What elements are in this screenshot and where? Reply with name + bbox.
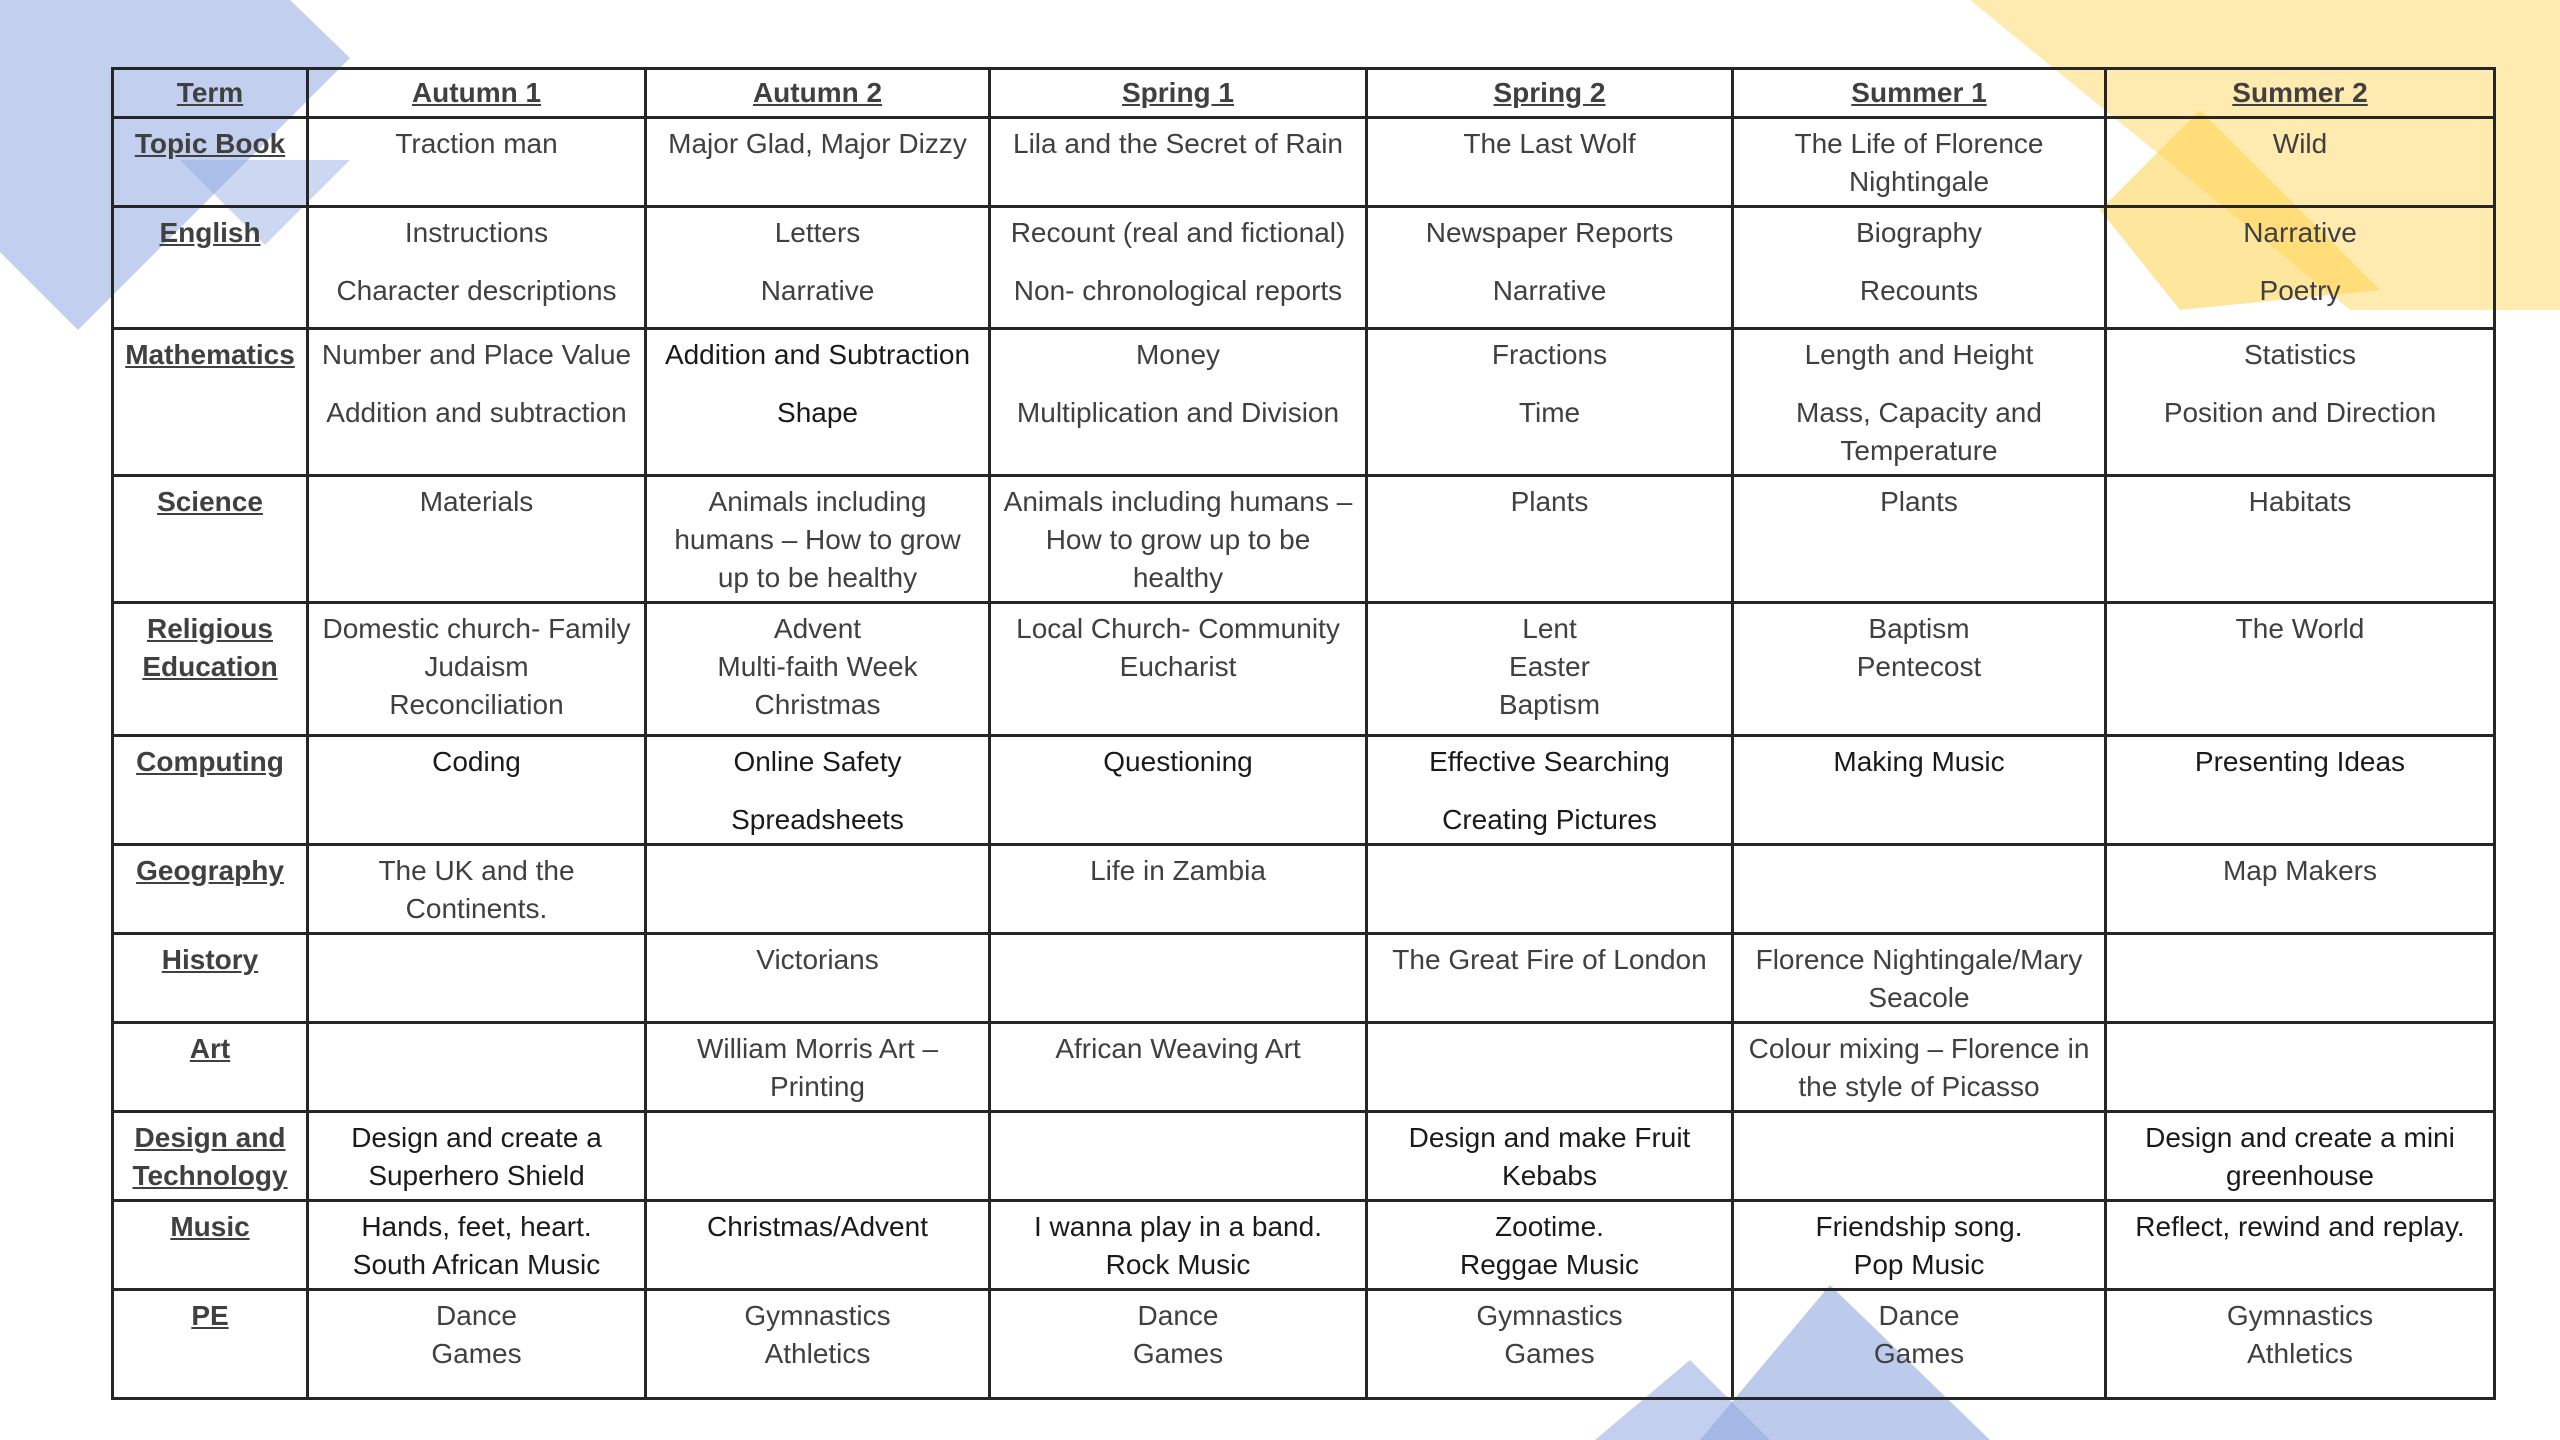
table-cell — [1367, 934, 1733, 1023]
cell-text: Creating Pictures — [1442, 804, 1657, 835]
cell-text: Mass, Capacity and — [1796, 397, 2042, 428]
cell-text: Advent — [773, 613, 862, 644]
table-cell — [1733, 845, 2106, 934]
cell-text: Materials — [419, 486, 534, 517]
cell-text: greenhouse — [2226, 1160, 2374, 1191]
table-cell — [646, 1112, 990, 1201]
cell-spacer — [1740, 374, 2098, 394]
cell-text: Plants — [1510, 486, 1589, 517]
cell-text: Length and Height — [1804, 339, 2034, 370]
cell-text: Character descriptions — [336, 275, 617, 306]
cell-text: Fractions — [1491, 339, 1608, 370]
cell-spacer — [653, 781, 982, 801]
cell-text: healthy — [1132, 562, 1224, 593]
table-cell — [1733, 603, 2106, 736]
cell-text: Life in Zambia — [1090, 855, 1266, 886]
table-row — [113, 329, 2495, 476]
cell-text: Easter — [1509, 651, 1590, 682]
row-subject — [113, 1023, 308, 1112]
table-cell — [990, 845, 1367, 934]
table-row — [113, 118, 2495, 207]
cell-text: Dance — [436, 1300, 517, 1331]
table-cell — [2106, 476, 2495, 603]
table-cell — [1733, 934, 2106, 1023]
cell-spacer — [997, 374, 1359, 394]
table-cell — [1733, 476, 2106, 603]
cell-text: Newspaper Reports — [1425, 217, 1674, 248]
table-cell — [1733, 736, 2106, 845]
table-row — [113, 207, 2495, 329]
table-cell — [2106, 207, 2495, 329]
table-cell — [1733, 118, 2106, 207]
cell-text: Addition and Subtraction — [664, 339, 971, 370]
table-cell — [990, 603, 1367, 736]
cell-text: up to be healthy — [717, 562, 918, 593]
table-row — [113, 845, 2495, 934]
table-cell — [308, 1201, 646, 1290]
subject-label: English — [159, 217, 261, 248]
cell-text: The Great Fire of London — [1392, 944, 1707, 975]
row-subject — [113, 207, 308, 329]
cell-spacer — [1374, 374, 1725, 394]
cell-text: Position and Direction — [2163, 397, 2437, 428]
table-cell — [646, 329, 990, 476]
table-row — [113, 476, 2495, 603]
table-cell — [1367, 845, 1733, 934]
table-cell — [2106, 1112, 2495, 1201]
cell-text: Design and make Fruit — [1408, 1122, 1691, 1153]
table-cell — [2106, 1201, 2495, 1290]
cell-text: Letters — [774, 217, 861, 248]
table-cell — [308, 1023, 646, 1112]
cell-text: Games — [1132, 1338, 1224, 1369]
table-cell — [646, 845, 990, 934]
header-row — [113, 69, 2495, 118]
table-cell — [1733, 1112, 2106, 1201]
cell-text: Judaism — [424, 651, 529, 682]
table-cell — [990, 1023, 1367, 1112]
cell-text: The Life of Florence — [1794, 128, 2044, 159]
row-subject — [113, 329, 308, 476]
table-cell — [990, 118, 1367, 207]
table-cell — [308, 736, 646, 845]
cell-text: Dance — [1878, 1300, 1960, 1331]
cell-text: Victorians — [756, 944, 879, 975]
cell-text: Friendship song. — [1815, 1211, 2023, 1242]
table-cell — [2106, 329, 2495, 476]
cell-text: Nightingale — [1848, 166, 1990, 197]
header-spring-2: Spring 2 — [1367, 69, 1733, 118]
cell-text: William Morris Art – — [696, 1033, 939, 1064]
row-subject — [113, 1201, 308, 1290]
table-cell — [1367, 329, 1733, 476]
cell-spacer — [2113, 252, 2487, 272]
cell-spacer — [997, 252, 1359, 272]
table-cell — [308, 329, 646, 476]
table-cell — [990, 329, 1367, 476]
subject-label: Art — [189, 1033, 231, 1064]
cell-text: Games — [1873, 1338, 1965, 1369]
curriculum-table — [111, 67, 2496, 1400]
subject-label: Religious — [146, 613, 273, 644]
table-cell — [990, 207, 1367, 329]
cell-text: Rock Music — [1105, 1249, 1251, 1280]
table-cell — [308, 603, 646, 736]
subject-label: PE — [191, 1300, 229, 1331]
cell-text: Statistics — [2243, 339, 2357, 370]
cell-text: Design and create a — [351, 1122, 602, 1153]
table-cell — [1733, 1290, 2106, 1399]
cell-text: Gymnastics — [744, 1300, 891, 1331]
cell-text: Shape — [777, 397, 858, 428]
table-cell — [1367, 736, 1733, 845]
table-row — [113, 1023, 2495, 1112]
cell-text: South African Music — [352, 1249, 601, 1280]
table-row — [113, 1112, 2495, 1201]
table-row — [113, 1201, 2495, 1290]
cell-text: Christmas/Advent — [707, 1211, 928, 1242]
table-cell — [308, 934, 646, 1023]
row-subject — [113, 476, 308, 603]
cell-text: Florence Nightingale/Mary — [1755, 944, 2083, 975]
cell-spacer — [1374, 781, 1725, 801]
subject-label: Mathematics — [125, 339, 295, 370]
cell-text: Instructions — [404, 217, 549, 248]
header-autumn-1: Autumn 1 — [308, 69, 646, 118]
table-cell — [1367, 1290, 1733, 1399]
row-subject — [113, 603, 308, 736]
cell-spacer — [1374, 252, 1725, 272]
cell-text: Baptism — [1868, 613, 1970, 644]
table-cell — [308, 118, 646, 207]
cell-spacer — [315, 374, 638, 394]
cell-text: the style of Picasso — [1798, 1071, 2040, 1102]
table-cell — [1367, 1112, 1733, 1201]
cell-text: Map Makers — [2222, 855, 2378, 886]
cell-text: Eucharist — [1119, 651, 1237, 682]
curriculum-overview — [111, 67, 2493, 1400]
cell-text: Wild — [2272, 128, 2328, 159]
cell-text: Baptism — [1498, 689, 1601, 720]
cell-text: Superhero Shield — [368, 1160, 585, 1191]
header-term: Term — [113, 69, 308, 118]
table-cell — [308, 1290, 646, 1399]
cell-spacer — [315, 252, 638, 272]
cell-text: Lila and the Secret of Rain — [1013, 128, 1343, 159]
cell-text: Effective Searching — [1429, 746, 1670, 777]
cell-text: Reflect, rewind and replay. — [2135, 1211, 2465, 1242]
table-cell — [990, 1112, 1367, 1201]
table-row — [113, 603, 2495, 736]
cell-text: Major Glad, Major Dizzy — [668, 128, 967, 159]
cell-text: Local Church- Community — [1016, 613, 1340, 644]
cell-text: Habitats — [2248, 486, 2352, 517]
table-cell — [1733, 1023, 2106, 1112]
table-cell — [990, 476, 1367, 603]
table-cell — [646, 118, 990, 207]
cell-text: Gymnastics — [2226, 1300, 2374, 1331]
cell-text: Colour mixing – Florence in — [1748, 1033, 2090, 1064]
cell-text: Addition and subtraction — [326, 397, 627, 428]
cell-text: Narrative — [760, 275, 875, 306]
table-cell — [2106, 1023, 2495, 1112]
cell-text: Athletics — [764, 1338, 871, 1369]
table-cell — [1367, 118, 1733, 207]
cell-text: Kebabs — [1502, 1160, 1597, 1191]
row-subject — [113, 118, 308, 207]
table-cell — [646, 1290, 990, 1399]
table-row — [113, 934, 2495, 1023]
table-cell — [1733, 207, 2106, 329]
header-autumn-2: Autumn 2 — [646, 69, 990, 118]
table-cell — [2106, 934, 2495, 1023]
header-spring-1: Spring 1 — [990, 69, 1367, 118]
table-row — [113, 1290, 2495, 1399]
cell-text: Poetry — [2259, 275, 2341, 306]
table-cell — [1367, 603, 1733, 736]
table-cell — [646, 1201, 990, 1290]
table-cell — [1367, 1023, 1733, 1112]
cell-text: Recount (real and fictional) — [1010, 217, 1346, 248]
cell-text: Online Safety — [733, 746, 902, 777]
cell-spacer — [1740, 252, 2098, 272]
cell-text: Questioning — [1103, 746, 1253, 777]
cell-text: Reconciliation — [389, 689, 564, 720]
table-cell — [646, 736, 990, 845]
cell-text: The Last Wolf — [1463, 128, 1636, 159]
header-summer-1: Summer 1 — [1733, 69, 2106, 118]
subject-label: Science — [157, 486, 263, 517]
header-summer-2: Summer 2 — [2106, 69, 2495, 118]
cell-text: Continents. — [405, 893, 548, 924]
cell-spacer — [653, 374, 982, 394]
cell-text: Athletics — [2247, 1338, 2353, 1369]
subject-label: Technology — [132, 1160, 288, 1191]
table-cell — [646, 1023, 990, 1112]
cell-text: Presenting Ideas — [2194, 746, 2406, 777]
table-cell — [646, 603, 990, 736]
cell-text: Zootime. — [1495, 1211, 1604, 1242]
table-cell — [646, 934, 990, 1023]
row-subject — [113, 845, 308, 934]
table-cell — [990, 1290, 1367, 1399]
table-cell — [990, 934, 1367, 1023]
cell-text: Making Music — [1833, 746, 2005, 777]
cell-text: Coding — [432, 746, 521, 777]
cell-text: African Weaving Art — [1055, 1033, 1301, 1064]
cell-text: Multiplication and Division — [1016, 397, 1340, 428]
cell-text: I wanna play in a band. — [1034, 1211, 1322, 1242]
cell-text: Plants — [1880, 486, 1958, 517]
cell-text: Traction man — [395, 128, 558, 159]
table-cell — [308, 1112, 646, 1201]
table-cell — [646, 207, 990, 329]
cell-text: humans – How to grow — [674, 524, 961, 555]
cell-text: Spreadsheets — [731, 804, 904, 835]
subject-label: Computing — [136, 746, 284, 777]
cell-text: Gymnastics — [1476, 1300, 1623, 1331]
cell-spacer — [2113, 374, 2487, 394]
cell-text: Time — [1518, 397, 1581, 428]
subject-label: Geography — [136, 855, 284, 886]
cell-text: Printing — [770, 1071, 865, 1102]
cell-text: The World — [2235, 613, 2365, 644]
cell-text: Dance — [1137, 1300, 1219, 1331]
table-row — [113, 736, 2495, 845]
subject-label: Topic Book — [134, 128, 286, 159]
subject-label: History — [161, 944, 259, 975]
cell-text: Christmas — [754, 689, 881, 720]
table-cell — [990, 736, 1367, 845]
table-cell — [308, 845, 646, 934]
table-cell — [1367, 207, 1733, 329]
cell-text: Non- chronological reports — [1013, 275, 1343, 306]
cell-text: Biography — [1855, 217, 1983, 248]
cell-text: Pop Music — [1853, 1249, 1985, 1280]
row-subject — [113, 1112, 308, 1201]
table-cell — [2106, 1290, 2495, 1399]
cell-text: Lent — [1522, 613, 1577, 644]
cell-text: The UK and the — [378, 855, 575, 886]
table-cell — [1367, 476, 1733, 603]
cell-text: Hands, feet, heart. — [361, 1211, 592, 1242]
table-cell — [2106, 736, 2495, 845]
table-cell — [1733, 1201, 2106, 1290]
table-cell — [2106, 603, 2495, 736]
table-cell — [2106, 118, 2495, 207]
cell-text: Games — [431, 1338, 522, 1369]
cell-text: Animals including humans – — [1003, 486, 1353, 517]
row-subject — [113, 736, 308, 845]
cell-text: Multi-faith Week — [717, 651, 918, 682]
cell-spacer — [653, 252, 982, 272]
table-cell — [308, 476, 646, 603]
cell-text: Domestic church- Family — [322, 613, 631, 644]
cell-text: Narrative — [2243, 217, 2357, 248]
cell-text: Pentecost — [1856, 651, 1982, 682]
table-cell — [646, 476, 990, 603]
cell-text: Reggae Music — [1460, 1249, 1639, 1280]
cell-text: Number and Place Value — [321, 339, 632, 370]
cell-text: Money — [1135, 339, 1221, 370]
cell-text: Narrative — [1492, 275, 1607, 306]
row-subject — [113, 934, 308, 1023]
table-body — [113, 118, 2495, 1399]
cell-text: Seacole — [1868, 982, 1970, 1013]
cell-text: Animals including — [708, 486, 927, 517]
table-cell — [990, 1201, 1367, 1290]
cell-text: Temperature — [1840, 435, 1998, 466]
subject-label: Education — [142, 651, 278, 682]
table-cell — [1733, 329, 2106, 476]
table-cell — [1367, 1201, 1733, 1290]
cell-text: Recounts — [1859, 275, 1979, 306]
subject-label: Music — [170, 1211, 250, 1242]
table-cell — [308, 207, 646, 329]
cell-text: Design and create a mini — [2145, 1122, 2455, 1153]
row-subject — [113, 1290, 308, 1399]
cell-text: Games — [1504, 1338, 1595, 1369]
subject-label: Design and — [134, 1122, 286, 1153]
cell-text: How to grow up to be — [1045, 524, 1311, 555]
table-cell — [2106, 845, 2495, 934]
